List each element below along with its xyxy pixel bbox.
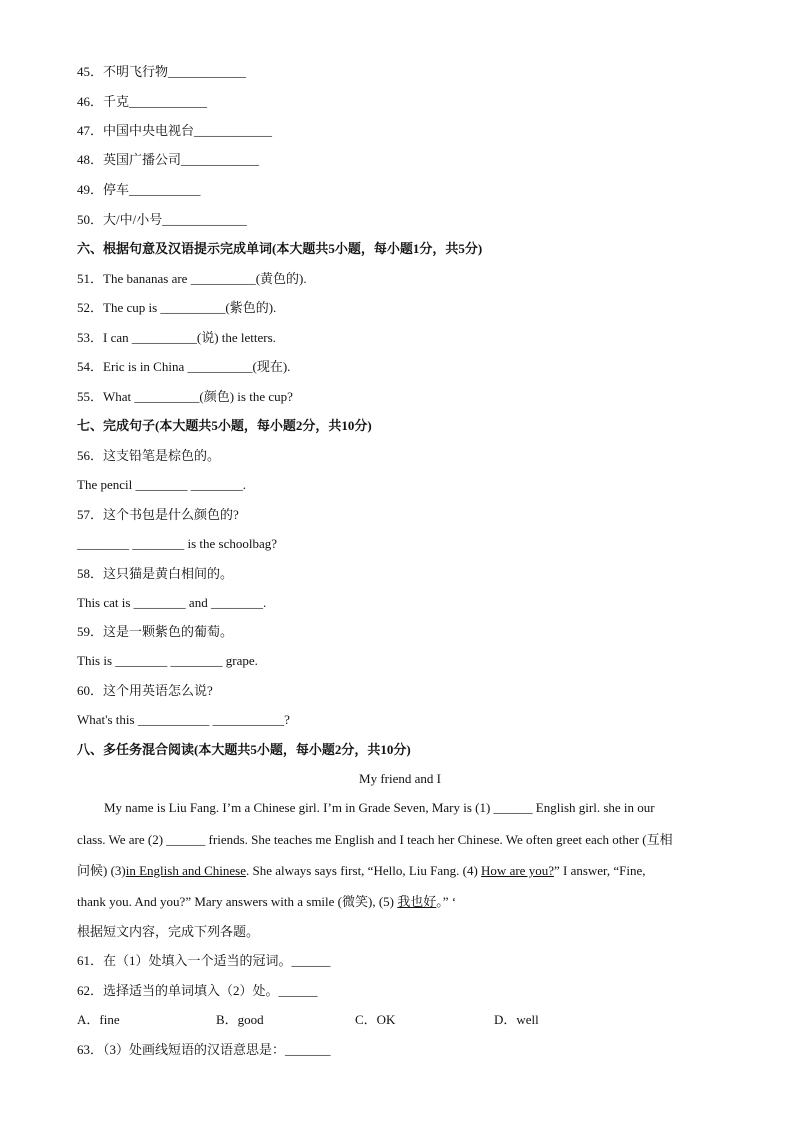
section-7-heading: 七、完成句子(本大题共5小题，每小题2分，共10分)	[77, 418, 372, 433]
question-english-blank: This is ________ ________ grape.	[77, 653, 258, 668]
section-6-heading: 六、根据句意及汉语提示完成单词(本大题共5小题，每小题1分，共5分)	[77, 241, 483, 256]
instruction-text: 根据短文内容，完成下列各题。	[77, 924, 260, 939]
vocab-item: 45．不明飞行物____________	[77, 64, 247, 79]
passage-text: . She always says first, “Hello, Liu Fang. (4)	[246, 863, 482, 878]
section-8-heading: 八、多任务混合阅读(本大题共5小题，每小题2分，共10分)	[77, 742, 411, 757]
passage-text: 。” ‘	[436, 894, 457, 909]
passage-line-1: My name is Liu Fang. I’m a Chinese girl. I’m in Grade Seven, Mary is (1) ______ English girl. she in our	[104, 800, 655, 815]
vocab-item: 48．英国广播公司____________	[77, 152, 260, 167]
question-english-blank: What's this ___________ ___________?	[77, 712, 290, 727]
question-chinese: 60．这个用英语怎么说?	[77, 683, 213, 698]
option-c: C．OK	[355, 1012, 396, 1027]
passage-line-4	[77, 894, 456, 910]
question-item: 62．选择适当的单词填入（2）处。______	[77, 983, 318, 998]
question-item: 55．What __________(颜色) is the cup?	[77, 389, 293, 404]
vocab-item: 46．千克____________	[77, 94, 208, 109]
vocab-item: 49．停车___________	[77, 182, 201, 197]
underlined-phrase-3: in English and Chinese	[125, 863, 246, 878]
question-item: 63．（3）处画线短语的汉语意思是：_______	[77, 1042, 331, 1057]
question-chinese: 57．这个书包是什么颜色的?	[77, 507, 239, 522]
passage-title: My friend and I	[359, 771, 441, 786]
option-d: D．well	[494, 1012, 539, 1027]
question-item: 51．The bananas are __________(黄色的).	[77, 271, 307, 286]
option-a: A．fine	[77, 1012, 120, 1027]
question-chinese: 58．这只猫是黄白相间的。	[77, 566, 234, 581]
underlined-phrase-5: 我也好	[397, 894, 437, 909]
question-english-blank: This cat is ________ and ________.	[77, 595, 267, 610]
passage-text: thank you. And you?” Mary answers with a smile (微笑), (5)	[77, 894, 398, 909]
question-chinese: 59．这是一颗紫色的葡萄。	[77, 624, 234, 639]
question-chinese: 56．这支铅笔是棕色的。	[77, 448, 221, 463]
option-b: B．good	[216, 1012, 264, 1027]
question-item: 52．The cup is __________(紫色的).	[77, 300, 277, 315]
vocab-item: 50．大/中/小号_____________	[77, 212, 247, 227]
question-english-blank: The pencil ________ ________.	[77, 477, 246, 492]
underlined-phrase-4: How are you?	[481, 863, 554, 878]
passage-text: 问候) (3)	[77, 863, 126, 878]
question-english-blank: ________ ________ is the schoolbag?	[77, 536, 278, 551]
question-item: 53．I can __________(说) the letters.	[77, 330, 276, 345]
question-item: 61．在（1）处填入一个适当的冠词。______	[77, 953, 331, 968]
vocab-item: 47．中国中央电视台____________	[77, 123, 273, 138]
passage-line-2: class. We are (2) ______ friends. She teaches me English and I teach her Chinese. We often greet each other (互相	[77, 832, 673, 847]
passage-line-3	[77, 863, 646, 879]
passage-text: ” I answer, “Fine,	[553, 863, 646, 878]
question-item: 54．Eric is in China __________(现在).	[77, 359, 291, 374]
